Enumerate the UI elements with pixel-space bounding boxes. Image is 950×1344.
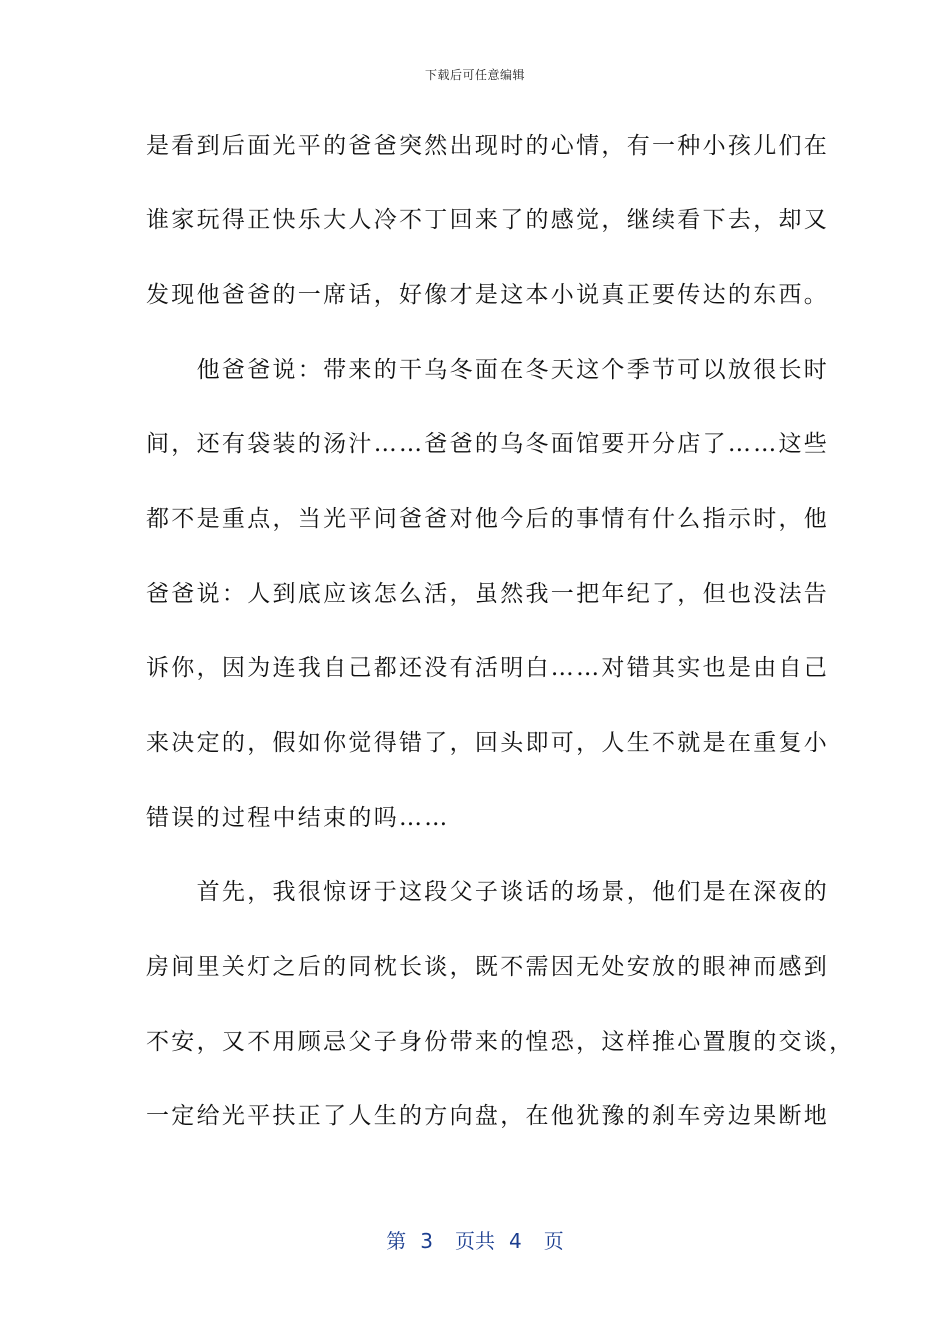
text-line: 爸爸说：人到底应该怎么活，虽然我一把年纪了，但也没法告 <box>146 581 830 607</box>
header-note: 下载后可任意编辑 <box>424 68 525 82</box>
text-line: 谁家玩得正快乐大人冷不丁回来了的感觉，继续看下去，却又 <box>146 207 830 233</box>
text-line: 发现他爸爸的一席话，好像才是这本小说真正要传达的东西。 <box>146 282 830 308</box>
text-line: 间，还有袋装的汤汁……爸爸的乌冬面馆要开分店了……这些 <box>146 431 830 457</box>
text-line: 错误的过程中结束的吗…… <box>146 805 450 831</box>
text-line: 来决定的，假如你觉得错了，回头即可，人生不就是在重复小 <box>146 730 830 756</box>
text-line: 诉你，因为连我自己都还没有活明白……对错其实也是由自己 <box>146 655 830 681</box>
text-line: 他爸爸说：带来的干乌冬面在冬天这个季节可以放很长时 <box>146 357 830 383</box>
page-middle: 页共 <box>455 1229 495 1253</box>
total-pages-number: 4 <box>509 1229 522 1253</box>
text-line: 首先，我很惊讶于这段父子谈话的场景，他们是在深夜的 <box>146 879 830 905</box>
current-page-number: 3 <box>420 1229 433 1253</box>
page-suffix: 页 <box>543 1229 564 1253</box>
text-line: 一定给光平扶正了人生的方向盘，在他犹豫的刹车旁边果断地 <box>146 1103 830 1129</box>
text-line: 房间里关灯之后的同枕长谈，既不需因无处安放的眼神而感到 <box>146 954 830 980</box>
text-line: 是看到后面光平的爸爸突然出现时的心情，有一种小孩儿们在 <box>146 133 830 159</box>
page-footer <box>0 1225 950 1254</box>
page-prefix: 第 <box>386 1229 407 1253</box>
text-line: 都不是重点，当光平问爸爸对他今后的事情有什么指示时，他 <box>146 506 830 532</box>
text-line: 不安，又不用顾忌父子身份带来的惶恐，这样推心置腹的交谈， <box>146 1029 855 1055</box>
